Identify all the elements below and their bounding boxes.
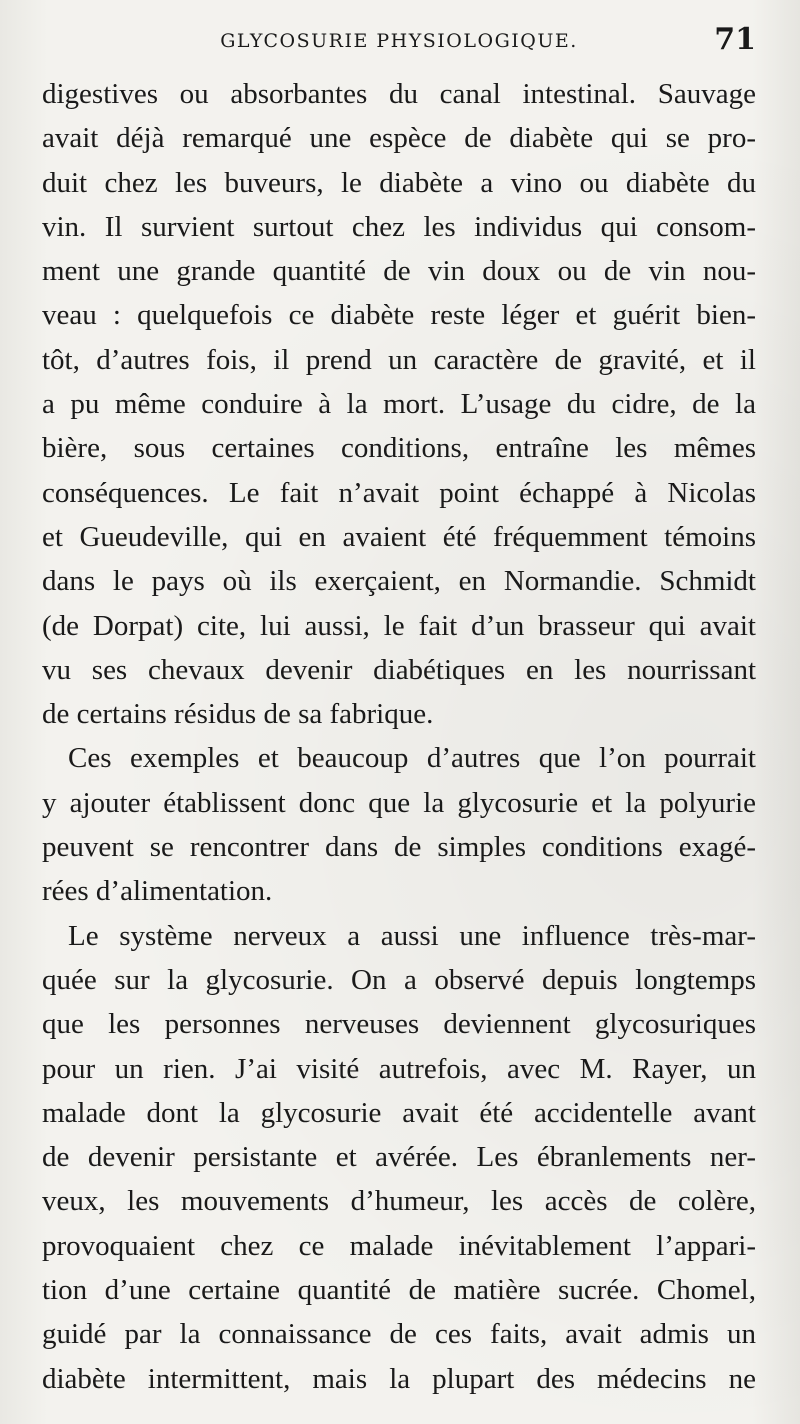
text-line: pour un rien. J’ai visité autrefois, avec M. Rayer, un — [42, 1052, 756, 1085]
text-line: quée sur la glycosurie. On a observé depuis longtemps — [42, 963, 756, 996]
text-line: vu ses chevaux devenir diabétiques en les nourrissant — [42, 653, 756, 686]
text-line: avait déjà remarqué une espèce de diabète qui se pro- — [42, 122, 756, 155]
text-line: malade dont la glycosurie avait été accidentelle avant — [42, 1096, 756, 1129]
text-line: guidé par la connaissance de ces faits, avait admis un — [42, 1318, 756, 1351]
text-line: y ajouter établissent donc que la glycosurie et la polyurie — [42, 786, 756, 819]
text-line: vin. Il survient surtout chez les individus qui consom- — [42, 210, 756, 243]
text-line: tion d’une certaine quantité de matière sucrée. Chomel, — [42, 1274, 756, 1307]
text-line: Ces exemples et beaucoup d’autres que l’on pourrait — [68, 742, 756, 775]
text-line: veau : quelquefois ce diabète reste léger et guérit bien- — [42, 299, 756, 332]
running-head — [42, 22, 756, 62]
text-line: de devenir persistante et avérée. Les ébranlements ner- — [42, 1141, 756, 1174]
text-line: Le système nerveux a aussi une influence très-mar- — [68, 919, 756, 952]
text-line: que les personnes nerveuses deviennent glycosuriques — [42, 1008, 756, 1041]
text-line: diabète intermittent, mais la plupart des médecins ne — [42, 1362, 756, 1395]
text-line: peuvent se rencontrer dans de simples conditions exagé- — [42, 831, 756, 864]
body-text — [42, 72, 756, 1401]
text-line: dans le pays où ils exerçaient, en Normandie. Schmidt — [42, 565, 756, 598]
text-line: provoquaient chez ce malade inévitablement l’appari- — [42, 1229, 756, 1262]
paragraph — [42, 914, 756, 1401]
page-number: 71 — [714, 22, 756, 57]
text-line: conséquences. Le fait n’avait point échappé à Nicolas — [42, 476, 756, 509]
text-line: rées d’alimentation. — [42, 875, 273, 908]
text-line: et Gueudeville, qui en avaient été fréquemment témoins — [42, 520, 756, 553]
text-line: tôt, d’autres fois, il prend un caractère de gravité, et il — [42, 343, 756, 376]
text-line: ment une grande quantité de vin doux ou de vin nou- — [42, 255, 756, 288]
text-line: de certains résidus de sa fabrique. — [42, 698, 434, 731]
running-title: GLYCOSURIE PHYSIOLOGIQUE. — [220, 30, 578, 52]
paragraph — [42, 72, 756, 736]
text-line: digestives ou absorbantes du canal intestinal. Sauvage — [42, 78, 756, 110]
text-line: bière, sous certaines conditions, entraîne les mêmes — [42, 432, 756, 465]
text-line: a pu même conduire à la mort. L’usage du cidre, de la — [42, 388, 756, 421]
text-line: duit chez les buveurs, le diabète a vino ou diabète du — [42, 166, 756, 199]
text-line: (de Dorpat) cite, lui aussi, le fait d’un brasseur qui avait — [42, 609, 756, 642]
paragraph — [42, 736, 756, 913]
text-line: veux, les mouvements d’humeur, les accès de colère, — [42, 1185, 756, 1218]
